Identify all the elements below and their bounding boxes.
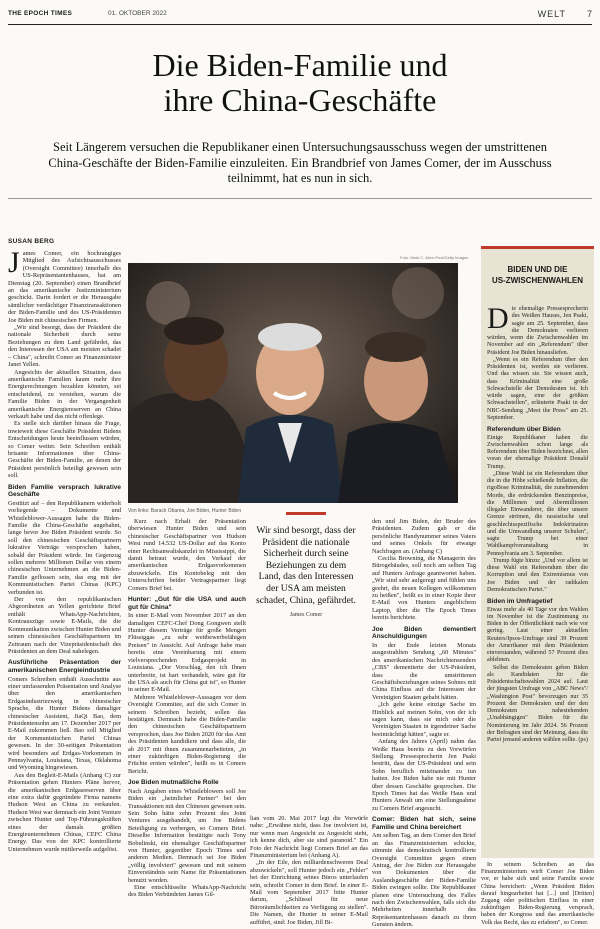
- drop-cap: D: [487, 302, 509, 335]
- paragraph: Aus den Begleit-E-Mails (Anhang C) zur Präsentation gehen Hunters Pläne hervor, die amerikanischen Erdgasreserven über eine extra dafür gegründete Firma namens Hudson West an China zu verkaufen. Hudson West war demnach ein Joint Venture zwischen Hunter und Top-Führungskräften eines der damals größten Energieunternehmen Chinas, CEFC China Energy. Das von der KPC kontrollierte Unternehmen wurde mittlerweile aufgelöst.: [8, 771, 121, 853]
- paragraph: Es stelle sich darüber hinaus die Frage, inwieweit diese Geschäfte Präsident Bidens Entscheidungen heute beeinflussen würden, so Comer weiter. Sein Schreiben enthält brisante Informationen über China-Geschäfte der Biden-Familie, an denen der Präsident persönlich beteiligt gewesen sein soll.: [8, 420, 121, 480]
- deck-subheading: Seit Längerem versuchen die Republikaner einen Untersuchungsausschuss wegen der umstrittenen China-Geschäfte der Biden-Familie einzuleiten. Ein Brandbrief von James Comer, der im Ausschuss teilnimmt, hat es nun in sich.: [48, 140, 552, 185]
- paragraph: In seinem Schreiben an das Finanzministerium wirft Comer Joe Biden vor, er habe sich und seine Familie sowie China bereichert: „Wenn Präsident Biden darauf hingearbeitet hat [...] und [Dritten] Zugang oder politischen Einfluss in einer zukünftigen Biden-Regierung versprach, haben der Kongress und das amerikanische Volk das Recht, das zu erfahren", so Comer.: [481, 862, 594, 926]
- header-rule: [8, 24, 592, 25]
- paragraph: James Comer, ein hochrangiges Mitglied des Aufsichtsausschusses (Oversight Committee) innerhalb des US-Repräsentantenhauses, hat am Dienstag (20. September) einen Brandbrief an das amerikanische Justizministerium geschickt. Darin fordert er die Herausgabe sämtlicher verdächtiger Finanztransaktionen der Biden-Familie und des US-Präsidenten Joe Biden mit chinesischen Firmen.: [8, 246, 121, 324]
- author-byline: SUSAN BERG: [8, 238, 55, 245]
- subheading: Biden im Umfragetief: [487, 598, 553, 606]
- paragraph: Angesichts der aktuellen Situation, dass amerikanische Familien kaum mehr ihre Energierechnungen bezahlen könnten, sei entscheidend, zu verstehen, warum die Familie Biden in der Vergangenheit amerikanische Energiereserven an China verkauft habe und das nicht offenlege.: [8, 368, 121, 420]
- sidebar-title: BIDEN UND DIE US-ZWISCHENWAHLEN: [491, 265, 584, 285]
- publication-name: THE EPOCH TIMES: [8, 10, 73, 17]
- paragraph: „Diese Wahl ist ein Referendum über die in die Höhe schießende Inflation, die rigoBose Kriminalität, die zunehmenden Morde, die erdrückenden Benzinpreise, die Millionen und Abermillionen illegaler Einwanderer, die über unsere Grenze strömen, die rassistische und geschlechtsspezifische Indoktrination und die Umwandlung unserer Schulen", sagte Trump bei einer Wahlkampfveranstaltung in Pennsylvania am 3. September.: [487, 470, 588, 557]
- subheading: Referendum über Biden: [487, 426, 561, 433]
- article-column-2: [128, 518, 246, 899]
- headline-line-2: ihre China-Geschäfte: [163, 82, 437, 118]
- paragraph: „Wir sind besorgt, dass der Präsident die nationale Sicherheit durch seine Beziehungen zu dem Land gefährdet, das den Interessen der USA am meisten schadet – China", schreibt Comer an Finanzminister Janet Yellen.: [8, 324, 121, 369]
- paragraph: Eine entschlüsselte WhatsApp-Nachricht des Biden Verbündeten James Gil-: [128, 884, 246, 899]
- subheading: Hunter: „Gut für die USA und auch gut für China": [128, 596, 246, 611]
- subheading: Joe Biden mutmaßliche Rolle: [128, 779, 219, 787]
- article-photo: [128, 263, 458, 503]
- paragraph: Selbst die Demokraten geben Biden als Kandidaten für die Präsidentschaftswahlen 2024 auf. Laut der jüngsten Umfrage von „ABC News"/„Washington Post" bevorzugen nur 35 Prozent der Demokraten und der den Demokraten nahestehenden „Unabhängigen" Biden für die Nominierung im Jahr 2024. 56 Prozent der Befragten sind der Meinung, dass die Partei jemand anderen wählen sollte. (ps): [487, 664, 588, 744]
- subheading: Ausführliche Präsentation der amerikanischen Energieindustrie: [8, 659, 121, 674]
- photo-illustration: [128, 263, 458, 503]
- paragraph: den und Jim Biden, der Bruder des Präsidenten. Zudem gab er die persönliche Handynummer seines Vaters und seines Onkels für etwaige Nachfragen an. (Anhang C): [372, 518, 476, 555]
- paragraph: Anfang des Jahres (April) nahm das Weiße Haus bereits zu den Vorwürfen Stellung. Pressesprecherin Jen Psaki bestritt, dass der US-Präsident und sein Sohn beruflich miteinander zu tun hatten. Joe Biden habe nie mit Hunter über dessen Geschäfte gesprochen. Die Epoch Times hat das Weiße Haus und Hunters Anwalt um eine Stellungnahme zu Comers Brief angesucht.: [372, 738, 476, 812]
- quote-text: Wir sind besorgt, dass der Präsident die nationale Sicherheit durch seine Beziehungen zu dem Land, das den Interessen der USA am meisten schadet, China, gefährdet.: [256, 525, 356, 606]
- paragraph: Trump fügte hinzu: „Und vor allem ist diese Wahl ein Referendum über die Korruption und den Extremismus von Joe Biden und der radikalen Demokratischen Partei.": [487, 557, 588, 593]
- article-column-5: [481, 862, 594, 926]
- article-column-3: [250, 815, 368, 926]
- sidebar-box: [481, 246, 594, 858]
- deck-rule: [8, 198, 592, 199]
- paragraph: Am selben Tag, an dem Comer den Brief an das Finanzministerium schickte, stimmte das demokratisch kontrollierte Oversight Committee gegen einen Antrag, der Joe Biden zur Herausgabe von Dokumenten über die Auslandsgeschäfte der Biden-Familie Biden zwingen sollte. Die Republikaner planen eine Untersuchung des Falles nach den Zwischenwahlen, falls sich die Mehrheiten innerhalb des Repräsentantenhauses danach zu ihren Gunsten ändern.: [372, 832, 476, 929]
- paragraph: In der Ende letzten Monats ausgestrahlten Sendung „60 Minutes" des amerikanischen Nachrichtensenders „CBS" dementierte der US-Präsident, dass die umstrittenen Geschäftsbeziehungen seines Sohnes mit China Einfluss auf die Interessen der Vereinigten Staaten gehabt hätten.: [372, 641, 476, 701]
- paragraph: Nach Angaben eines Whistleblowers soll Joe Biden ein „heimlicher Partner" bei den Transaktionen mit den Chinesen gewesen sein. Sein Sohn hätte zehn Prozent des Joint Ventures ausgehandelt, um Joe Bidens Beteiligung zu verbergen, so Comers Brief. Dieselbe Information bestätigte nach Tony Bobulinski, ein ehemaliger Geschäftspartner von Hunter, gegenüber Epoch Times und anderen Medien. Demnach sei Joe Biden „völlig involviert" gewesen und mit seinem Einverständnis sein Name für Präsentationen benutzt worden.: [128, 787, 246, 884]
- paragraph: Gestützt auf – den Republikanern widerholt vorliegende – Dokumente und Whistleblower-Aussagen habe die Biden-Familie die China-Geschäfte angebahnt, lange bevor Joe Biden Präsident wurde. So soll den chinesischen Geschäftspartnern lukrative Verträge versprochen haben, sobald der Präsident würde. Im Gegenzug sollen mehrere Millionen Dollar von einem chinesischen Unternehmen an die Biden-Familie geflossen sein, das eng mit der Kommunistischen Partei Chinas (KPC) verbunden ist.: [8, 499, 121, 596]
- article-column-4: [372, 518, 476, 929]
- paragraph: Comers Schreiben enthält Ausschnitte aus einer umfassenden Präsentation und Analyse über den amerikanischen Erdgasindustriezweig in chinesischer Sprache, die Hunter Bidens damaliger chinesischer Assistent, JiaQi Bao, dem Präsidentensohn am 17. Dezember 2017 per E-Mail zukommen ließ. Bao soll Mitglied der Kommunistischen Partei Chinas gewesen. In der 30-seitigen Präsentation wird besonders auf Erdgas-Vorkommen in Pennsylvania, Louisiana, Texas, Oklahoma und Wyoming hingewiesen.: [8, 675, 121, 772]
- paragraph: Der von den republikanischen Abgeordneten an Yellen gerichtete Brief enthält WhatsApp-Nachrichten, Kontoauszüge sowie E-Mails, die die Kommunikation zwischen Hunter Biden und seinen chinesischen Geschäftspartnern im Zeitraum nach der Vizepräsidentschaft des Präsidenten an dem Deal nahelegen.: [8, 596, 121, 655]
- drop-cap: J: [8, 246, 20, 279]
- subheading: Biden Familie versprach lukrative Geschäfte: [8, 483, 121, 499]
- sidebar-text: [487, 302, 589, 851]
- section-label: WELT: [537, 9, 566, 19]
- photo-caption: Von links: Barack Obama, Joe Biden, Hunter Biden: [128, 508, 242, 514]
- paragraph: In einer E-Mail vom November 2017 an den damaligen CEFC-Chef Dong Gongwen stellt Hunter diesem Verträge für große Mengen Flüssiggas „zu sehr wettbewerbsfähigen Preisen" in Aussicht. Auf Anfrage habe man bereits eine Vereinbarung mit einem vielversprechenden Erdgasprojekt in Louisiana. „Dor Vorschlag, den ich Ihnen unterbreite, ist hart verhandelt, wäre gut für die USA als auch für China gut ist", so Hunter in seiner E-Mail.: [128, 612, 246, 694]
- article-column-1: [8, 246, 121, 890]
- headline: [0, 48, 600, 118]
- paragraph: Einige Republikaner haben die Zwischenwahlen schon lange als Referendum über Biden bezeichnet, allen voran der ehemalige Präsident Donald Trump.: [487, 434, 589, 470]
- paragraph: Mehrere Whistleblower-Aussagen vor dem Oversight Commitee, auf die sich Comer in seinem Schreiben bezieht, sollen das bestätigen. Demnach habe die Biden-Familie den chinesischen Geschäftspartnern versprochen, dass Joe Biden 2020 für das Amt des Präsidenten kandidiere und dass alle, die ab 2017 mit ihnen zusammenarbeiteten, „in einer zukünftigen Biden-Regierung die Früchte ernten würden", heißt es in Comers Bericht.: [128, 693, 246, 775]
- page-number: 7: [586, 9, 592, 19]
- paragraph: „Ich gehe keine einzige Sache im Hinblick auf meinen Sohn, von der ich sagen kann, dass sie mich oder die Vereinigten Staaten in irgendeiner Sache beeinträchtigt hätten", sagte er.: [372, 701, 476, 738]
- page-header: [8, 10, 592, 22]
- paragraph: lian vom 20. Mai 2017 legt die Vorwürfe nahe: „Erwähne nicht, dass Joe involviert ist, nur wenn man Angesicht zu Angesicht steht, ich kenne dich, aber sie sind paranoid." Ein Foto der Nachricht liegt Comers Brief an das Finanzministerium bei (Anhang A).: [250, 815, 368, 860]
- paragraph: „Wenn es ein Referendum über den Präsidenten ist, werden sie verlieren. Und das wissen sie. Sie wissen auch, dass Kriminalität eine große Schwachstelle der Demokraten ist. Ich würde sagen, eine der größten Schwachstellen", erläuterte Psaki in der NBC-Sendung „Meet the Press" am 25. September.: [487, 356, 588, 421]
- paragraph: Etwas mehr als 40 Tage vor den Wahlen im November ist die Zustimmung zu Biden in der Öffentlichkeit nach wie vor gering. Laut einer aktuellen Reuters/Ipsos-Umfrage sind 39 Prozent der Amerikaner mit dem Präsidenten einverstanden, während 57 Prozent dies ablehnen.: [487, 606, 588, 664]
- paragraph: Die ehemalige Pressesprecherin des Weißen Hauses, Jen Psaki, sagte am 25. September, dass die Demokraten verlieren würden, wenn die Zwischenwahlen im November auf ein „Referendum" über Präsident Joe Biden hinausliefen.: [487, 302, 588, 356]
- quote-accent-bar: [286, 512, 326, 515]
- issue-date: 01. OKTOBER 2022: [108, 10, 167, 17]
- headline-line-1: Die Biden-Familie und: [152, 47, 448, 83]
- sidebar-accent-bar: [481, 246, 594, 249]
- quote-source: James Comer: [289, 612, 323, 619]
- photo-credit: Foto: Mark C. Allen-Pool/Getty Images: [400, 255, 469, 260]
- paragraph: „In der Eile, den milliardenschweren Deal abzuwickeln", soll Hunter jedoch ein „Fehler" bei der Einrichtung seines Büros unterlaufen sein, schreibt Comer in dem Brief. In einer E-Mail vom September 2017 bitte Hunter darum, „Schlüssel für neue Büroräumlichkeiten zu Verfügung zu stellen". Die Namen, die Hunter in seiner E-Mail aufführt, sind: Joe Biden, Jill Bi-: [250, 859, 368, 926]
- subheading: Joe Biden dementiert Anschuldigungen: [372, 625, 476, 641]
- subheading: Comer: Biden hat sich, seine Familie und China bereichert: [372, 816, 476, 831]
- paragraph: Kurz nach Erhalt der Präsentation überwiesen Hunter Biden und sein chinesischer Geschäftspartner von Hudson West rund 14.532 US-Dollar auf das Konto einer Rechtsanwaltskanzlei in Mississippi, die damit betraut wurde, den Verkauf der amerikanischen Erdgasvorkommen abzuwickeln. Ein Kontobeleg mit den Unterschriften beider Vertragspartner liegt Comers Brief bei.: [128, 518, 246, 592]
- paragraph: Cecilia Browning, die Managerin des Bürogebäudes, soll noch am selben Tag auf Hunters Anfrage geantwortet haben. „Wir sind sehr aufgeregt und fühlen uns geehrt, die neuen Kollegen willkommen zu heißen", heißt es in einer Kopie ihrer E-Mail von Hunters angeblichem Laptop, über die The Epoch Times bereits berichtete.: [372, 555, 476, 622]
- pull-quote: [256, 512, 356, 618]
